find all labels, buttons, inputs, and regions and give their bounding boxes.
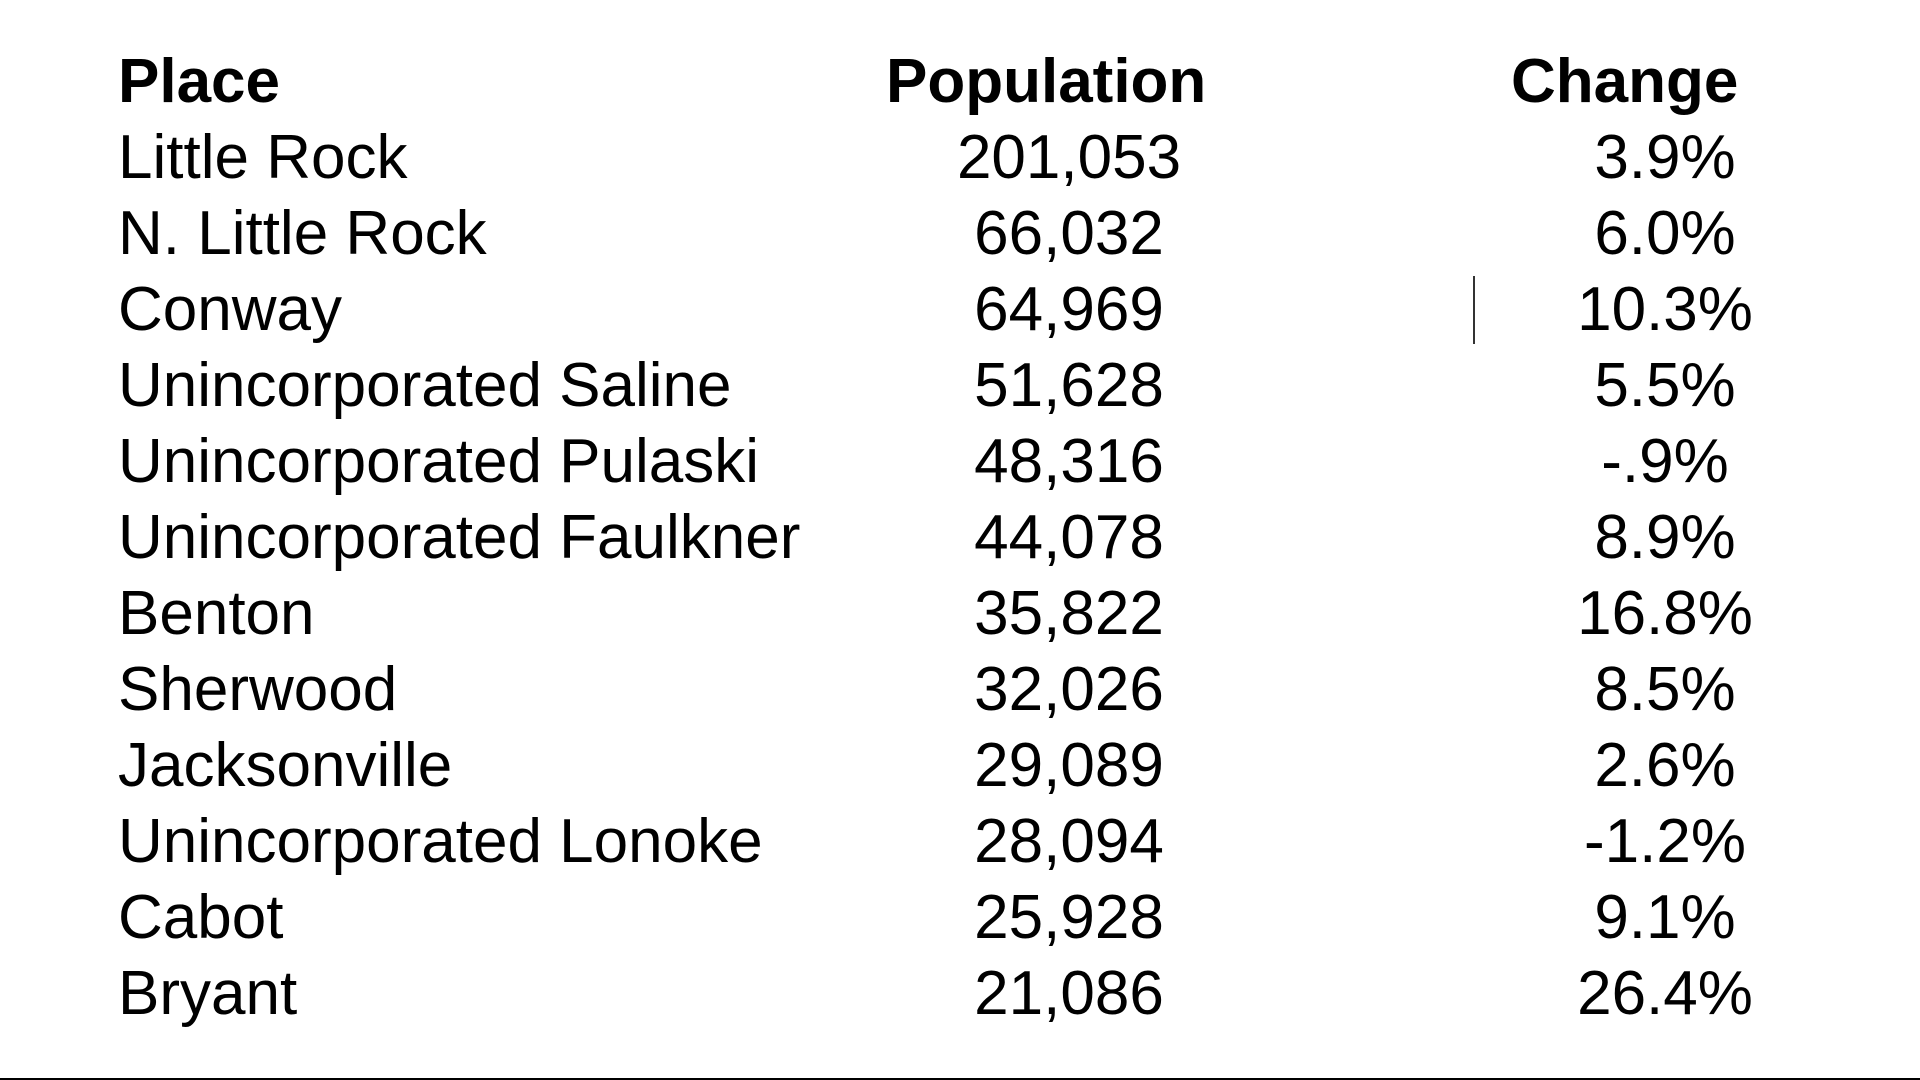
place-cell: Conway	[118, 275, 342, 344]
place-cell: Bryant	[118, 959, 298, 1028]
change-cell: -.9%	[1601, 427, 1729, 496]
population-cell: 21,086	[974, 959, 1164, 1028]
table-row	[118, 424, 1768, 500]
population-cell: 29,089	[974, 731, 1164, 800]
header-population: Population	[886, 47, 1207, 116]
population-table	[118, 44, 1768, 1032]
header-change: Change	[1511, 47, 1739, 116]
change-cell: 2.6%	[1594, 731, 1736, 800]
population-cell: 32,026	[974, 655, 1164, 724]
text-cursor	[1473, 276, 1475, 344]
population-cell: 51,628	[974, 351, 1164, 420]
place-cell: N. Little Rock	[118, 199, 487, 268]
place-cell: Unincorporated Faulkner	[118, 503, 801, 572]
table-row	[118, 348, 1768, 424]
place-cell: Sherwood	[118, 655, 398, 724]
population-cell: 35,822	[974, 579, 1164, 648]
table-row	[118, 120, 1768, 196]
population-cell: 201,053	[956, 123, 1182, 192]
table-row	[118, 804, 1768, 880]
population-cell: 44,078	[974, 503, 1164, 572]
population-cell: 48,316	[974, 427, 1164, 496]
change-cell: 6.0%	[1594, 199, 1736, 268]
population-cell: 66,032	[974, 199, 1164, 268]
change-cell: 8.9%	[1594, 503, 1736, 572]
table-row	[118, 728, 1768, 804]
header-place: Place	[118, 47, 281, 116]
table-row	[118, 272, 1768, 348]
population-cell: 28,094	[974, 807, 1164, 876]
change-cell: 9.1%	[1594, 883, 1736, 952]
place-cell: Unincorporated Lonoke	[118, 807, 763, 876]
place-cell: Benton	[118, 579, 315, 648]
population-cell: 64,969	[974, 275, 1164, 344]
change-cell: 5.5%	[1594, 351, 1736, 420]
place-cell: Little Rock	[118, 123, 408, 192]
change-cell: 10.3%	[1577, 275, 1753, 344]
table-row	[118, 576, 1768, 652]
change-cell: 16.8%	[1577, 579, 1753, 648]
table-row	[118, 880, 1768, 956]
table-row	[118, 500, 1768, 576]
place-cell: Unincorporated Pulaski	[118, 427, 760, 496]
change-cell: -1.2%	[1584, 807, 1746, 876]
change-cell: 8.5%	[1594, 655, 1736, 724]
population-cell: 25,928	[974, 883, 1164, 952]
place-cell: Unincorporated Saline	[118, 351, 732, 420]
place-cell: Cabot	[118, 883, 284, 952]
change-cell: 26.4%	[1577, 959, 1753, 1028]
place-cell: Jacksonville	[118, 731, 453, 800]
table-row	[118, 196, 1768, 272]
table-row	[118, 956, 1768, 1032]
table-header-row	[118, 44, 1768, 120]
table-row	[118, 652, 1768, 728]
change-cell: 3.9%	[1594, 123, 1736, 192]
